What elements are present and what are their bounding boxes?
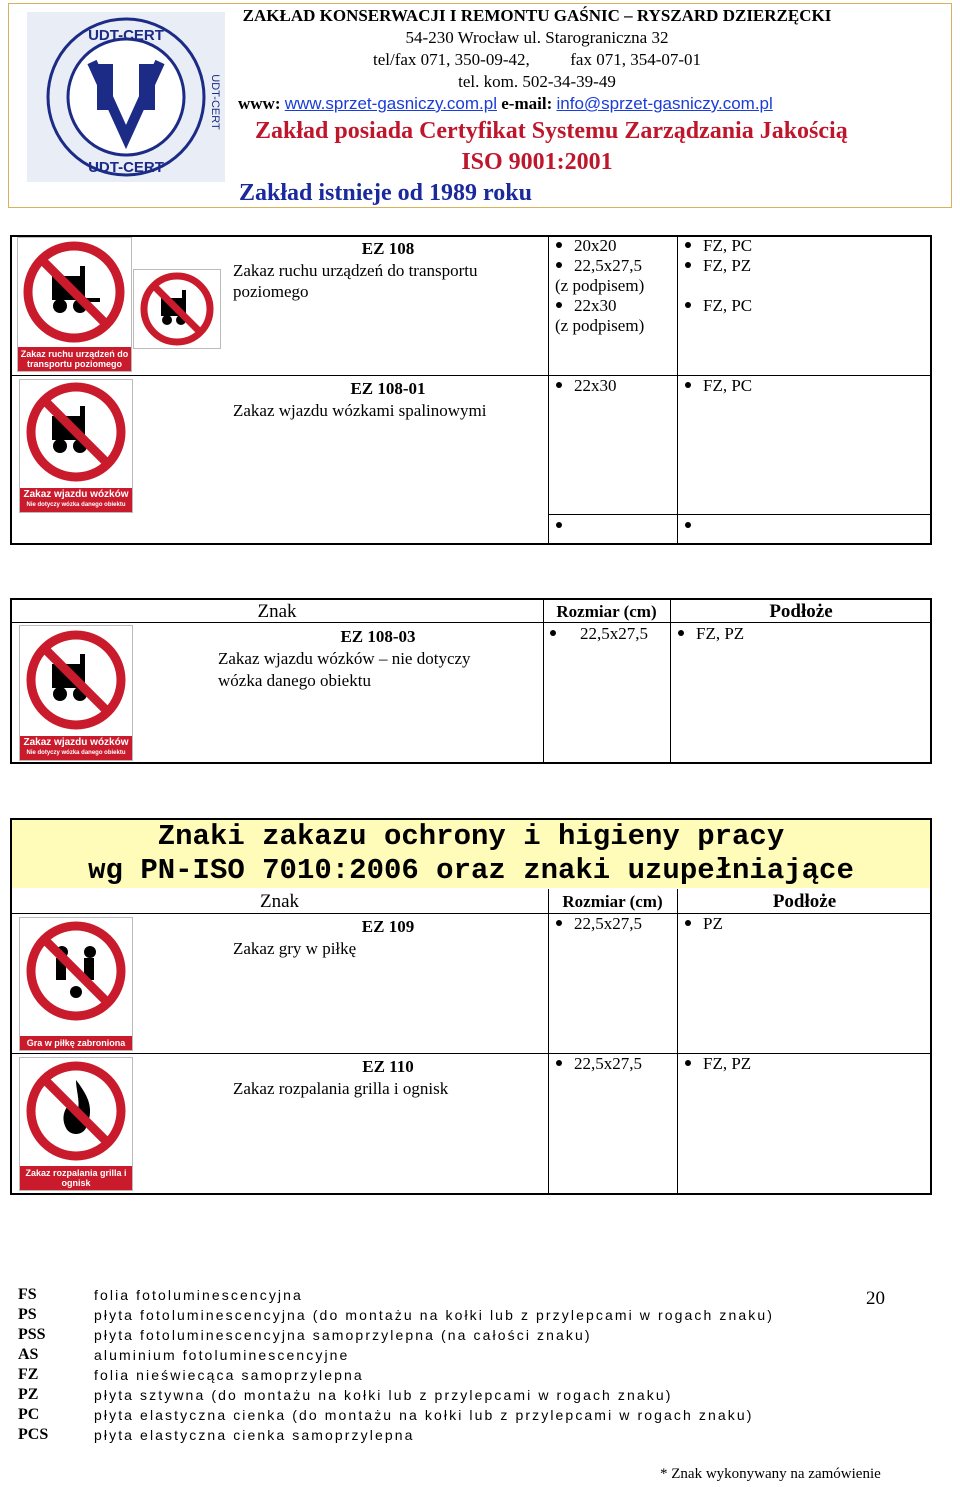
header-substrate: Podłoże: [769, 601, 833, 622]
sign-ez109: [20, 918, 132, 1050]
substrate-item: FZ, PZ: [685, 256, 751, 276]
certificate-line: Zakład posiada Certyfikat Systemu Zarządzania Jakością: [255, 118, 848, 144]
footnote: * Znak wykonywany na zamówienie: [660, 1466, 881, 1482]
sign-caption: Zakaz ruchu urządzeń do transportu poziomego: [18, 347, 131, 371]
sign-table-3: [10, 888, 932, 1195]
no-forklift-icon: [18, 238, 131, 346]
size-item: 22,5x27,5: [556, 1054, 642, 1074]
sign-code: EZ 108-01: [350, 379, 426, 398]
size-note: (z podpisem): [555, 316, 645, 335]
sign-code: EZ 110: [362, 1057, 414, 1076]
sign-ez108-small: [134, 270, 220, 348]
sign-code: EZ 109: [361, 917, 415, 936]
company-address: 54-230 Wrocław ul. Starograniczna 32: [405, 28, 669, 47]
sign-ez108-03: [20, 626, 132, 760]
svg-text:UDT-CERT: UDT-CERT: [209, 74, 221, 130]
substrate-item: FZ, PC: [685, 376, 752, 396]
page-number: 20: [866, 1288, 885, 1309]
sign-name: Zakaz gry w piłkę: [233, 939, 357, 958]
email-label: e-mail:: [501, 94, 553, 113]
substrate-item: FZ, PC: [685, 236, 752, 256]
header-size: Rozmiar (cm): [556, 602, 657, 621]
header-sign: Znak: [259, 891, 300, 912]
size-item: 22,5x27,5: [550, 624, 648, 644]
sign-caption: Zakaz rozpalania grilla i ognisk: [20, 1166, 132, 1190]
header-substrate: Podłoże: [772, 891, 837, 912]
header-sign: Znak: [257, 601, 297, 622]
sign-ez110: [20, 1058, 132, 1190]
size-item: 22,5x27,5: [556, 914, 642, 934]
fax: fax 071, 354-07-01: [570, 50, 702, 69]
sign-caption: Zakaz wjazdu wózków Nie dotyczy wózka danego obiektu: [20, 488, 132, 512]
web-line: [238, 94, 773, 114]
sign-name-line1: Zakaz wjazdu wózków – nie dotyczy: [218, 649, 471, 668]
substrate-item: FZ, PZ: [678, 624, 744, 644]
sign-code: EZ 108-03: [340, 627, 416, 646]
sign-code: EZ 108: [361, 239, 415, 258]
substrate-item: FZ, PC: [685, 296, 752, 316]
size-item: 20x20: [556, 236, 617, 256]
sign-ez108-large: [18, 238, 131, 371]
svg-text:UDT-CERT: UDT-CERT: [88, 159, 164, 176]
header-size: Rozmiar (cm): [562, 892, 663, 911]
substrate-item: PZ: [685, 914, 723, 934]
size-note: (z podpisem): [555, 276, 645, 295]
since-line: Zakład istnieje od 1989 roku: [239, 180, 532, 206]
no-forklift-icon: [20, 626, 132, 734]
sign-caption: Zakaz wjazdu wózków Nie dotyczy wózka danego obiektu: [20, 736, 132, 760]
no-forklift-icon: [20, 380, 132, 488]
www-label: www:: [238, 94, 281, 113]
company-mobile: tel. kom. 502-34-39-49: [458, 72, 616, 91]
website-link[interactable]: www.sprzet-gasniczy.com.pl: [284, 94, 497, 113]
letterhead: [8, 3, 952, 208]
size-item: 22,5x27,5: [556, 256, 642, 276]
no-ball-games-icon: [20, 918, 132, 1024]
empty-size-bullet: [556, 516, 574, 536]
size-item: 22x30: [556, 296, 617, 316]
sign-caption: Gra w piłkę zabroniona: [20, 1036, 132, 1050]
company-phone-line: [121, 50, 953, 70]
svg-text:UDT-CERT: UDT-CERT: [88, 27, 164, 44]
sign-ez108-01: [20, 380, 132, 512]
section-title-box: [10, 818, 932, 890]
sign-name: Zakaz wjazdu wózkami spalinowymi: [233, 401, 487, 420]
empty-substrate-bullet: [685, 516, 703, 536]
size-item: 22x30: [556, 376, 617, 396]
section-title-line2: wg PN-ISO 7010:2006 oraz znaki uzupełniające: [88, 854, 854, 887]
sign-name: Zakaz rozpalania grilla i ognisk: [233, 1079, 449, 1098]
no-forklift-icon: [134, 270, 220, 348]
iso-line: ISO 9001:2001: [461, 149, 613, 175]
company-name: ZAKŁAD KONSERWACJI I REMONTU GAŚNIC – RYSZARD DZIERZĘCKI: [242, 6, 832, 25]
material-legend: FS folia fotoluminescencyjna PS płyta fotoluminescencyjna (do montażu na kołki lub z przylepcami w rogach znaku) PSS płyta fotoluminescencyjna samoprzylepna (na całości znaku) AS aluminium fotoluminescencyjne FZ folia nieświecąca samoprzylepna PZ płyta sztywna (do montażu na kołki lub z przylepcami w rogach znaku) PC płyta elastyczna cienka (do montażu na kołki lub z przylepcami w rogach znaku) PCS płyta elastyczna cienka samoprzylepna: [18, 1286, 775, 1443]
sign-name: Zakaz ruchu urządzeń do transportu poziomego: [233, 261, 478, 301]
no-open-fire-icon: [20, 1058, 132, 1164]
phone-fax: tel/fax 071, 350-09-42,: [372, 50, 530, 69]
sign-name-line2: wózka danego obiektu: [218, 671, 371, 690]
section-title-line1: Znaki zakazu ochrony i higieny pracy: [157, 820, 785, 853]
email-link[interactable]: info@sprzet-gasniczy.com.pl: [556, 94, 773, 113]
substrate-item: FZ, PZ: [685, 1054, 751, 1074]
